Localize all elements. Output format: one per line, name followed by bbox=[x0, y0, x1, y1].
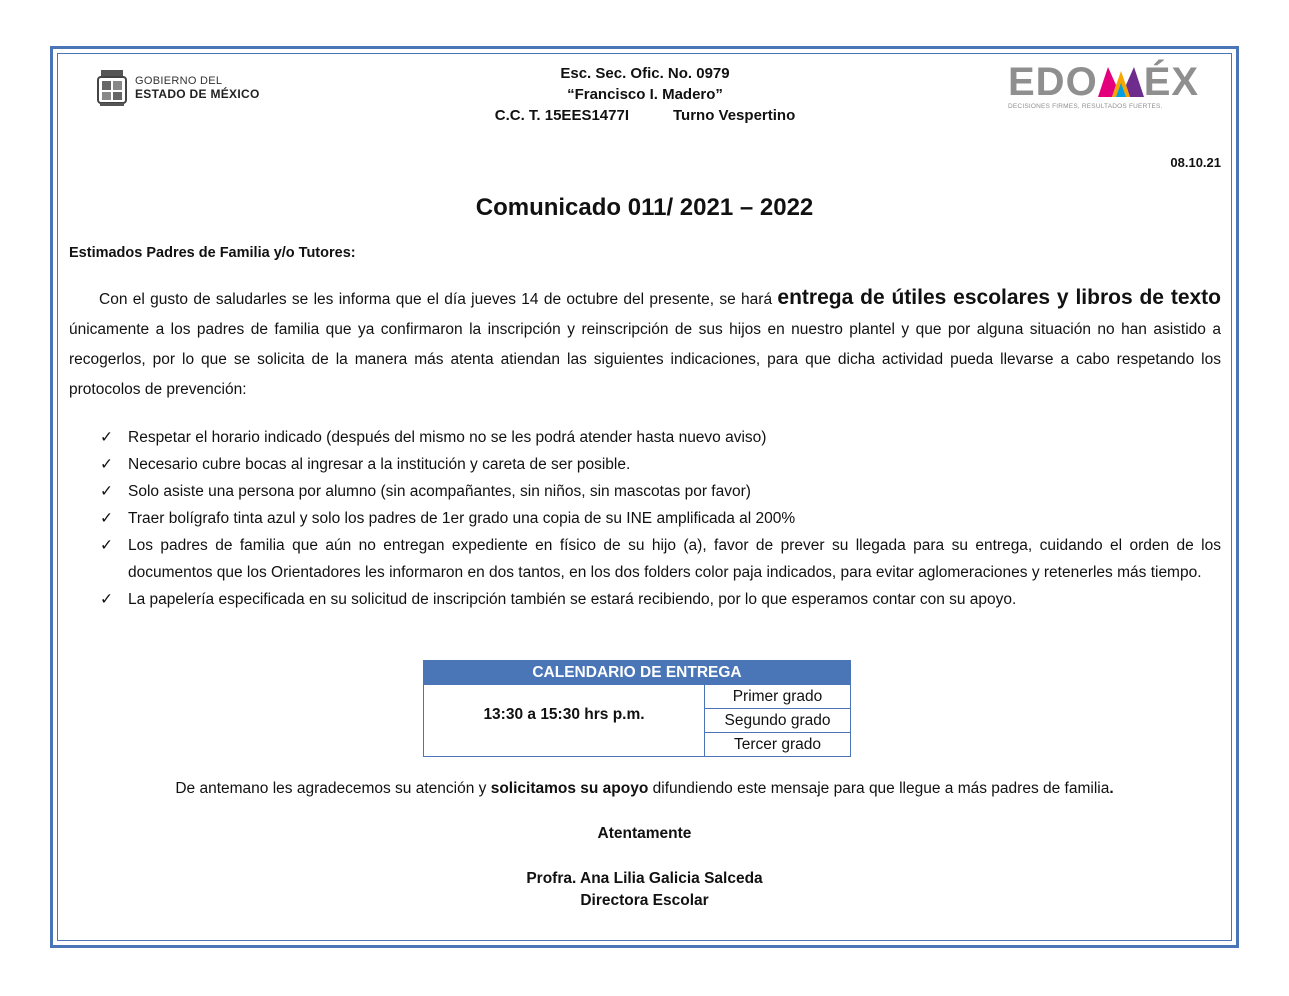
list-item-text: Traer bolígrafo tinta azul y solo los padres de 1er grado una copia de su INE amplificada al 200% bbox=[128, 510, 796, 527]
state-coat-of-arms-icon bbox=[95, 68, 129, 108]
edomex-m-icon bbox=[1098, 65, 1144, 97]
school-subtitle: “Francisco I. Madero” bbox=[567, 86, 723, 103]
list-item-text: Los padres de familia que aún no entregan expediente en físico de su hijo (a), favor de prever su llegada para su entrega, cuidando el orden de los documentos que los Orientadores les informaron en dos tantos, en los dos folders color paja indicados, para evitar aglomeraciones y retenerles más tiempo. bbox=[128, 537, 1221, 581]
government-logo bbox=[95, 68, 260, 108]
document-date: 08.10.21 bbox=[1170, 155, 1221, 170]
closing-bold: solicitamos su apoyo bbox=[490, 780, 649, 797]
edomex-logo bbox=[1008, 62, 1213, 110]
intro-paragraph bbox=[69, 283, 1221, 405]
closing-part1: De antemano les agradecemos su atención y bbox=[175, 780, 491, 797]
list-item bbox=[100, 478, 1221, 505]
list-item-text: Respetar el horario indicado (después del mismo no se les podrá atender hasta nuevo aviso) bbox=[128, 429, 767, 446]
closing-paragraph bbox=[0, 780, 1289, 798]
edomex-tagline: DECISIONES FIRMES, RESULTADOS FUERTES. bbox=[1008, 103, 1163, 110]
cct-code: C.C. T. 15EES1477I bbox=[494, 107, 629, 124]
list-item-text: La papelería especificada en su solicitud de inscripción también se estará recibiendo, por lo que esperamos contar con su apoyo. bbox=[128, 591, 1017, 608]
document-title: Comunicado 011/ 2021 – 2022 bbox=[475, 194, 814, 221]
signature-name: Profra. Ana Lilia Galicia Salceda bbox=[526, 870, 763, 887]
delivery-calendar-table bbox=[423, 660, 851, 757]
checkmark-icon: ✓ bbox=[100, 429, 113, 446]
greeting: Estimados Padres de Familia y/o Tutores: bbox=[69, 245, 356, 261]
calendar-grade: Tercer grado bbox=[705, 733, 851, 757]
checkmark-icon: ✓ bbox=[100, 483, 113, 500]
checkmark-icon: ✓ bbox=[100, 537, 113, 554]
signature-role: Directora Escolar bbox=[580, 892, 709, 909]
list-item bbox=[100, 424, 1221, 451]
closing-part2: difundiendo este mensaje para que llegue a más padres de familia bbox=[648, 780, 1110, 797]
list-item bbox=[100, 586, 1221, 613]
list-item bbox=[100, 451, 1221, 478]
closing-end: . bbox=[1109, 780, 1114, 797]
farewell: Atentamente bbox=[597, 825, 692, 842]
paragraph-highlight: entrega de útiles escolares y libros de texto bbox=[777, 286, 1221, 309]
calendar-time: 13:30 a 15:30 hrs p.m. bbox=[424, 685, 705, 757]
calendar-grade: Segundo grado bbox=[705, 709, 851, 733]
checkmark-icon: ✓ bbox=[100, 591, 113, 608]
calendar-header: CALENDARIO DE ENTREGA bbox=[424, 661, 851, 685]
gov-logo-line1: GOBIERNO DEL bbox=[135, 75, 223, 87]
checkmark-icon: ✓ bbox=[100, 510, 113, 527]
list-item-text: Necesario cubre bocas al ingresar a la institución y careta de ser posible. bbox=[128, 456, 631, 473]
paragraph-part2: únicamente a los padres de familia que ya confirmaron la inscripción y reinscripción de sus hijos en nuestro plantel y que por alguna situación no han asistido a recogerlos, por lo que se solicita de la manera más atenta atiendan las siguientes indicaciones, para que dicha actividad pueda llevarse a cabo respetando los protocolos de prevención: bbox=[69, 321, 1221, 398]
school-name: Esc. Sec. Ofic. No. 0979 bbox=[560, 65, 730, 82]
instructions-list bbox=[100, 424, 1221, 613]
list-item-text: Solo asiste una persona por alumno (sin acompañantes, sin niños, sin mascotas por favor) bbox=[128, 483, 751, 500]
shift: Turno Vespertino bbox=[673, 107, 796, 124]
signature-block bbox=[0, 868, 1289, 912]
list-item bbox=[100, 505, 1221, 532]
paragraph-part1: Con el gusto de saludarles se les informa que el día jueves 14 de octubre del presente, se hará bbox=[99, 291, 778, 308]
gov-logo-line2: ESTADO DE MÉXICO bbox=[135, 87, 260, 101]
checkmark-icon: ✓ bbox=[100, 456, 113, 473]
edomex-wordmark: EDO ÉX bbox=[1008, 60, 1200, 104]
calendar-grade: Primer grado bbox=[705, 685, 851, 709]
school-header bbox=[440, 63, 850, 126]
cct-line bbox=[440, 105, 850, 126]
list-item bbox=[100, 532, 1221, 586]
